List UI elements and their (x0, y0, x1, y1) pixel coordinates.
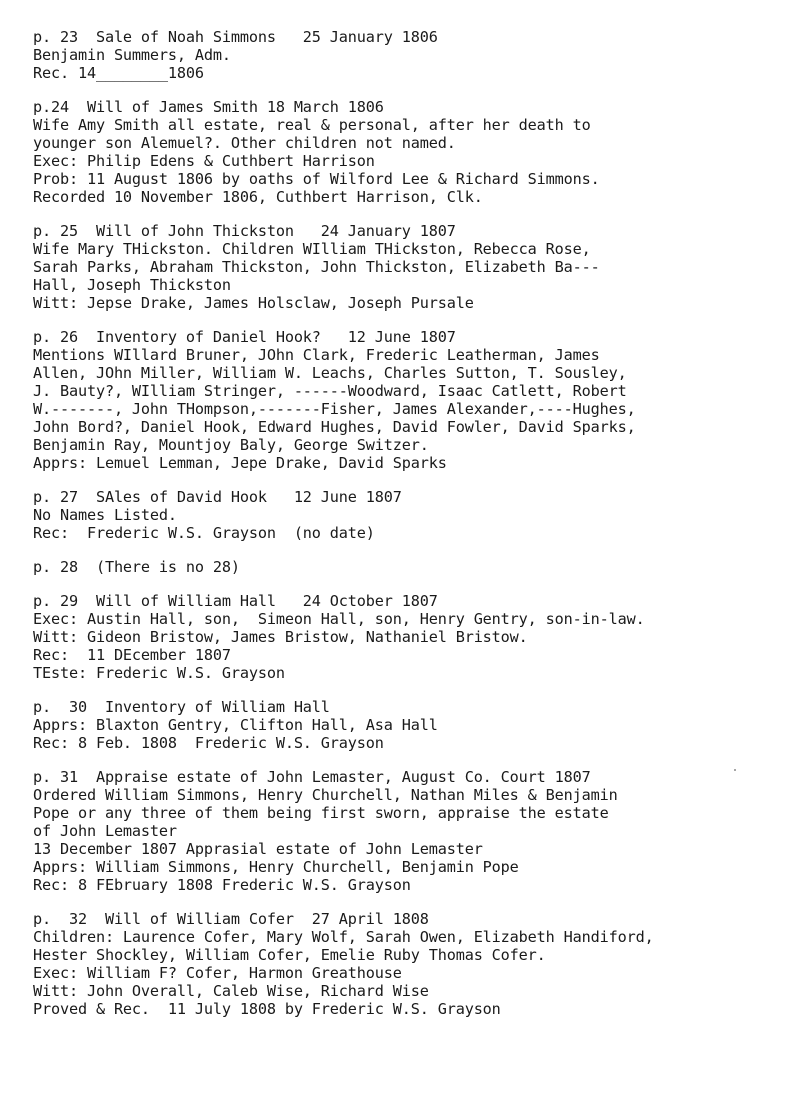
entry-line: Exec: William F? Cofer, Harmon Greathouse (33, 964, 402, 982)
entry-line: Sarah Parks, Abraham Thickston, John Thickston, Elizabeth Ba--- (33, 258, 600, 276)
entry-line: W.-------, John THompson,-------Fisher, James Alexander,----Hughes, (33, 400, 636, 418)
entry-line: Prob: 11 August 1806 by oaths of Wilford Lee & Richard Simmons. (33, 170, 600, 188)
entry-heading: p. 32 Will of William Cofer 27 April 1808 (33, 910, 429, 928)
record-entry (33, 592, 803, 682)
entry-line: Hester Shockley, William Cofer, Emelie Ruby Thomas Cofer. (33, 946, 546, 964)
entry-heading: p. 29 Will of William Hall 24 October 1807 (33, 592, 438, 610)
entry-line: younger son Alemuel?. Other children not named. (33, 134, 456, 152)
entry-line: of John Lemaster (33, 822, 177, 840)
entry-line: Wife Amy Smith all estate, real & personal, after her death to (33, 116, 591, 134)
entry-line: Rec: 8 FEbruary 1808 Frederic W.S. Grayson (33, 876, 411, 894)
entry-line: Mentions WIllard Bruner, JOhn Clark, Frederic Leatherman, James (33, 346, 600, 364)
entry-line: Benjamin Ray, Mountjoy Baly, George Switzer. (33, 436, 429, 454)
entry-line: Rec: 11 DEcember 1807 (33, 646, 231, 664)
entry-line: Apprs: Blaxton Gentry, Clifton Hall, Asa Hall (33, 716, 438, 734)
record-entry (33, 488, 803, 542)
entry-line: Benjamin Summers, Adm. (33, 46, 231, 64)
entry-line: No Names Listed. (33, 506, 177, 524)
entry-line: Allen, JOhn Miller, William W. Leachs, Charles Sutton, T. Sousley, (33, 364, 627, 382)
entry-line: TEste: Frederic W.S. Grayson (33, 664, 285, 682)
entry-heading: p. 26 Inventory of Daniel Hook? 12 June 1807 (33, 328, 456, 346)
entry-line: Recorded 10 November 1806, Cuthbert Harrison, Clk. (33, 188, 483, 206)
entry-heading: p. 31 Appraise estate of John Lemaster, August Co. Court 1807 (33, 768, 591, 786)
document-page (33, 28, 803, 1034)
record-entry (33, 98, 803, 206)
entry-line: Apprs: William Simmons, Henry Churchell, Benjamin Pope (33, 858, 519, 876)
entry-heading: p.24 Will of James Smith 18 March 1806 (33, 98, 384, 116)
entry-heading: p. 25 Will of John Thickston 24 January 1807 (33, 222, 456, 240)
entry-line: Rec. 14________1806 (33, 64, 204, 82)
entry-line: Proved & Rec. 11 July 1808 by Frederic W.S. Grayson (33, 1000, 501, 1018)
entry-line: John Bord?, Daniel Hook, Edward Hughes, David Fowler, David Sparks, (33, 418, 636, 436)
scan-speck (734, 769, 736, 771)
entry-heading: p. 23 Sale of Noah Simmons 25 January 1806 (33, 28, 438, 46)
entry-line: Hall, Joseph Thickston (33, 276, 231, 294)
entry-line: Exec: Philip Edens & Cuthbert Harrison (33, 152, 375, 170)
entry-line: 13 December 1807 Apprasial estate of John Lemaster (33, 840, 483, 858)
entry-line: Rec: 8 Feb. 1808 Frederic W.S. Grayson (33, 734, 384, 752)
entry-heading: p. 27 SAles of David Hook 12 June 1807 (33, 488, 402, 506)
entry-line: Exec: Austin Hall, son, Simeon Hall, son, Henry Gentry, son-in-law. (33, 610, 645, 628)
entry-line: Wife Mary THickston. Children WIlliam THickston, Rebecca Rose, (33, 240, 591, 258)
entry-heading: p. 30 Inventory of William Hall (33, 698, 330, 716)
entry-line: Ordered William Simmons, Henry Churchell, Nathan Miles & Benjamin (33, 786, 618, 804)
record-entry (33, 222, 803, 312)
entry-line: Pope or any three of them being first sworn, appraise the estate (33, 804, 609, 822)
entry-line: J. Bauty?, WIlliam Stringer, ------Woodward, Isaac Catlett, Robert (33, 382, 627, 400)
entry-line: Witt: Jepse Drake, James Holsclaw, Joseph Pursale (33, 294, 474, 312)
record-entry (33, 328, 803, 472)
entry-line: Children: Laurence Cofer, Mary Wolf, Sarah Owen, Elizabeth Handiford, (33, 928, 654, 946)
record-entry (33, 698, 803, 752)
entry-heading: p. 28 (There is no 28) (33, 558, 240, 576)
entry-line: Apprs: Lemuel Lemman, Jepe Drake, David Sparks (33, 454, 447, 472)
entry-line: Witt: John Overall, Caleb Wise, Richard Wise (33, 982, 429, 1000)
record-entry (33, 768, 803, 894)
record-entry (33, 28, 803, 82)
record-entry (33, 558, 803, 576)
entry-line: Witt: Gideon Bristow, James Bristow, Nathaniel Bristow. (33, 628, 528, 646)
record-entry (33, 910, 803, 1018)
entry-line: Rec: Frederic W.S. Grayson (no date) (33, 524, 375, 542)
